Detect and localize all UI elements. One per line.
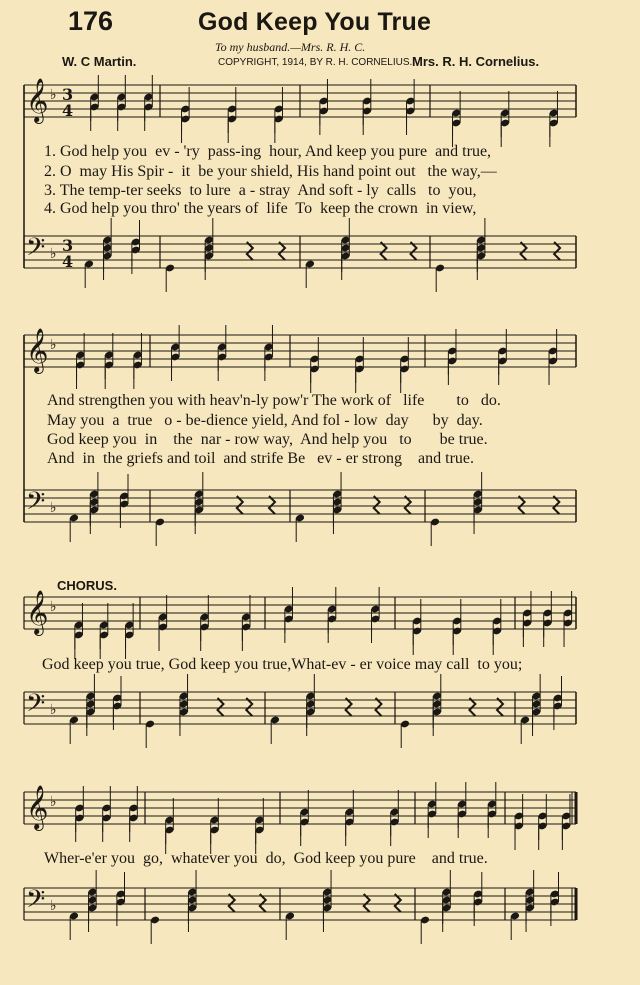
quarter-rest <box>218 698 224 716</box>
quarter-rest <box>469 698 475 716</box>
flat-icon: ♭ <box>50 246 57 262</box>
time-signature: 3 <box>62 85 74 104</box>
time-signature: 4 <box>62 252 74 271</box>
quarter-rest <box>376 698 382 716</box>
quarter-rest <box>554 242 560 260</box>
treble-clef-icon: 𝄞 <box>26 78 49 122</box>
verse-2-line-1: 2. O may His Spir - it be your shield, His hand point out the way,— <box>44 163 497 180</box>
quarter-rest <box>364 894 370 912</box>
quarter-rest <box>346 698 352 716</box>
copyright-notice: COPYRIGHT, 1914, BY R. H. CORNELIUS. <box>218 57 413 68</box>
flat-icon: ♭ <box>50 87 57 103</box>
flat-icon: ♭ <box>50 898 57 914</box>
verse-1-line-1: 1. God help you ev - 'ry pass-ing hour, And keep you pure and true, <box>44 143 492 160</box>
quarter-rest <box>411 242 417 260</box>
flat-icon: ♭ <box>50 337 57 353</box>
quarter-rest <box>260 894 266 912</box>
chorus-label: CHORUS. <box>57 578 117 593</box>
chorus-line-2: Wher-e'er you go, whatever you do, God keep you pure and true. <box>44 850 488 867</box>
composer-credit: Mrs. R. H. Cornelius. <box>412 54 540 69</box>
verse-4-line-1: 4. God help you thro' the years of life To keep the crown in view, <box>44 200 477 217</box>
treble-clef-icon: 𝄞 <box>26 328 49 372</box>
quarter-rest <box>229 894 235 912</box>
verse-4-line-2: And in the griefs and toil and strife Be ev - er strong and true. <box>47 450 474 467</box>
verse-3-line-1: 3. The temp-ter seeks to lure a - stray And soft - ly calls to you, <box>44 182 477 199</box>
quarter-rest <box>246 698 252 716</box>
bass-clef-icon: 𝄢 <box>26 689 46 724</box>
time-signature: 3 <box>62 236 74 255</box>
quarter-rest <box>269 496 275 514</box>
quarter-rest <box>237 496 243 514</box>
bass-clef-icon: 𝄢 <box>26 233 46 268</box>
treble-clef-icon: 𝄞 <box>26 590 49 634</box>
dedication: To my husband.—Mrs. R. H. C. <box>215 40 366 54</box>
verse-2-line-2: May you a true o - be-dience yield, And fol - low day by day. <box>47 412 483 429</box>
quarter-rest <box>497 698 503 716</box>
quarter-rest <box>247 242 253 260</box>
treble-clef-icon: 𝄞 <box>26 785 49 829</box>
quarter-rest <box>519 496 525 514</box>
hymn-title: God Keep You True <box>198 8 432 36</box>
flat-icon: ♭ <box>50 702 57 718</box>
lyricist-credit: W. C Martin. <box>62 54 137 69</box>
flat-icon: ♭ <box>50 500 57 516</box>
quarter-rest <box>521 242 527 260</box>
flat-icon: ♭ <box>50 599 57 615</box>
quarter-rest <box>395 894 401 912</box>
bass-clef-icon: 𝄢 <box>26 885 46 920</box>
quarter-rest <box>553 496 559 514</box>
quarter-rest <box>374 496 380 514</box>
verse-3-line-2: God keep you in the nar - row way, And help you to be true. <box>47 431 488 448</box>
quarter-rest <box>405 496 411 514</box>
flat-icon: ♭ <box>50 794 57 810</box>
quarter-rest <box>381 242 387 260</box>
time-signature: 4 <box>62 101 74 120</box>
quarter-rest <box>279 242 285 260</box>
verse-1-line-2: And strengthen you with heav'n-ly pow'r The work of life to do. <box>47 392 501 409</box>
bass-clef-icon: 𝄢 <box>26 487 46 522</box>
hymn-number: 176 <box>68 6 114 36</box>
chorus-line-1: God keep you true, God keep you true,What-ev - er voice may call to you; <box>42 656 523 673</box>
